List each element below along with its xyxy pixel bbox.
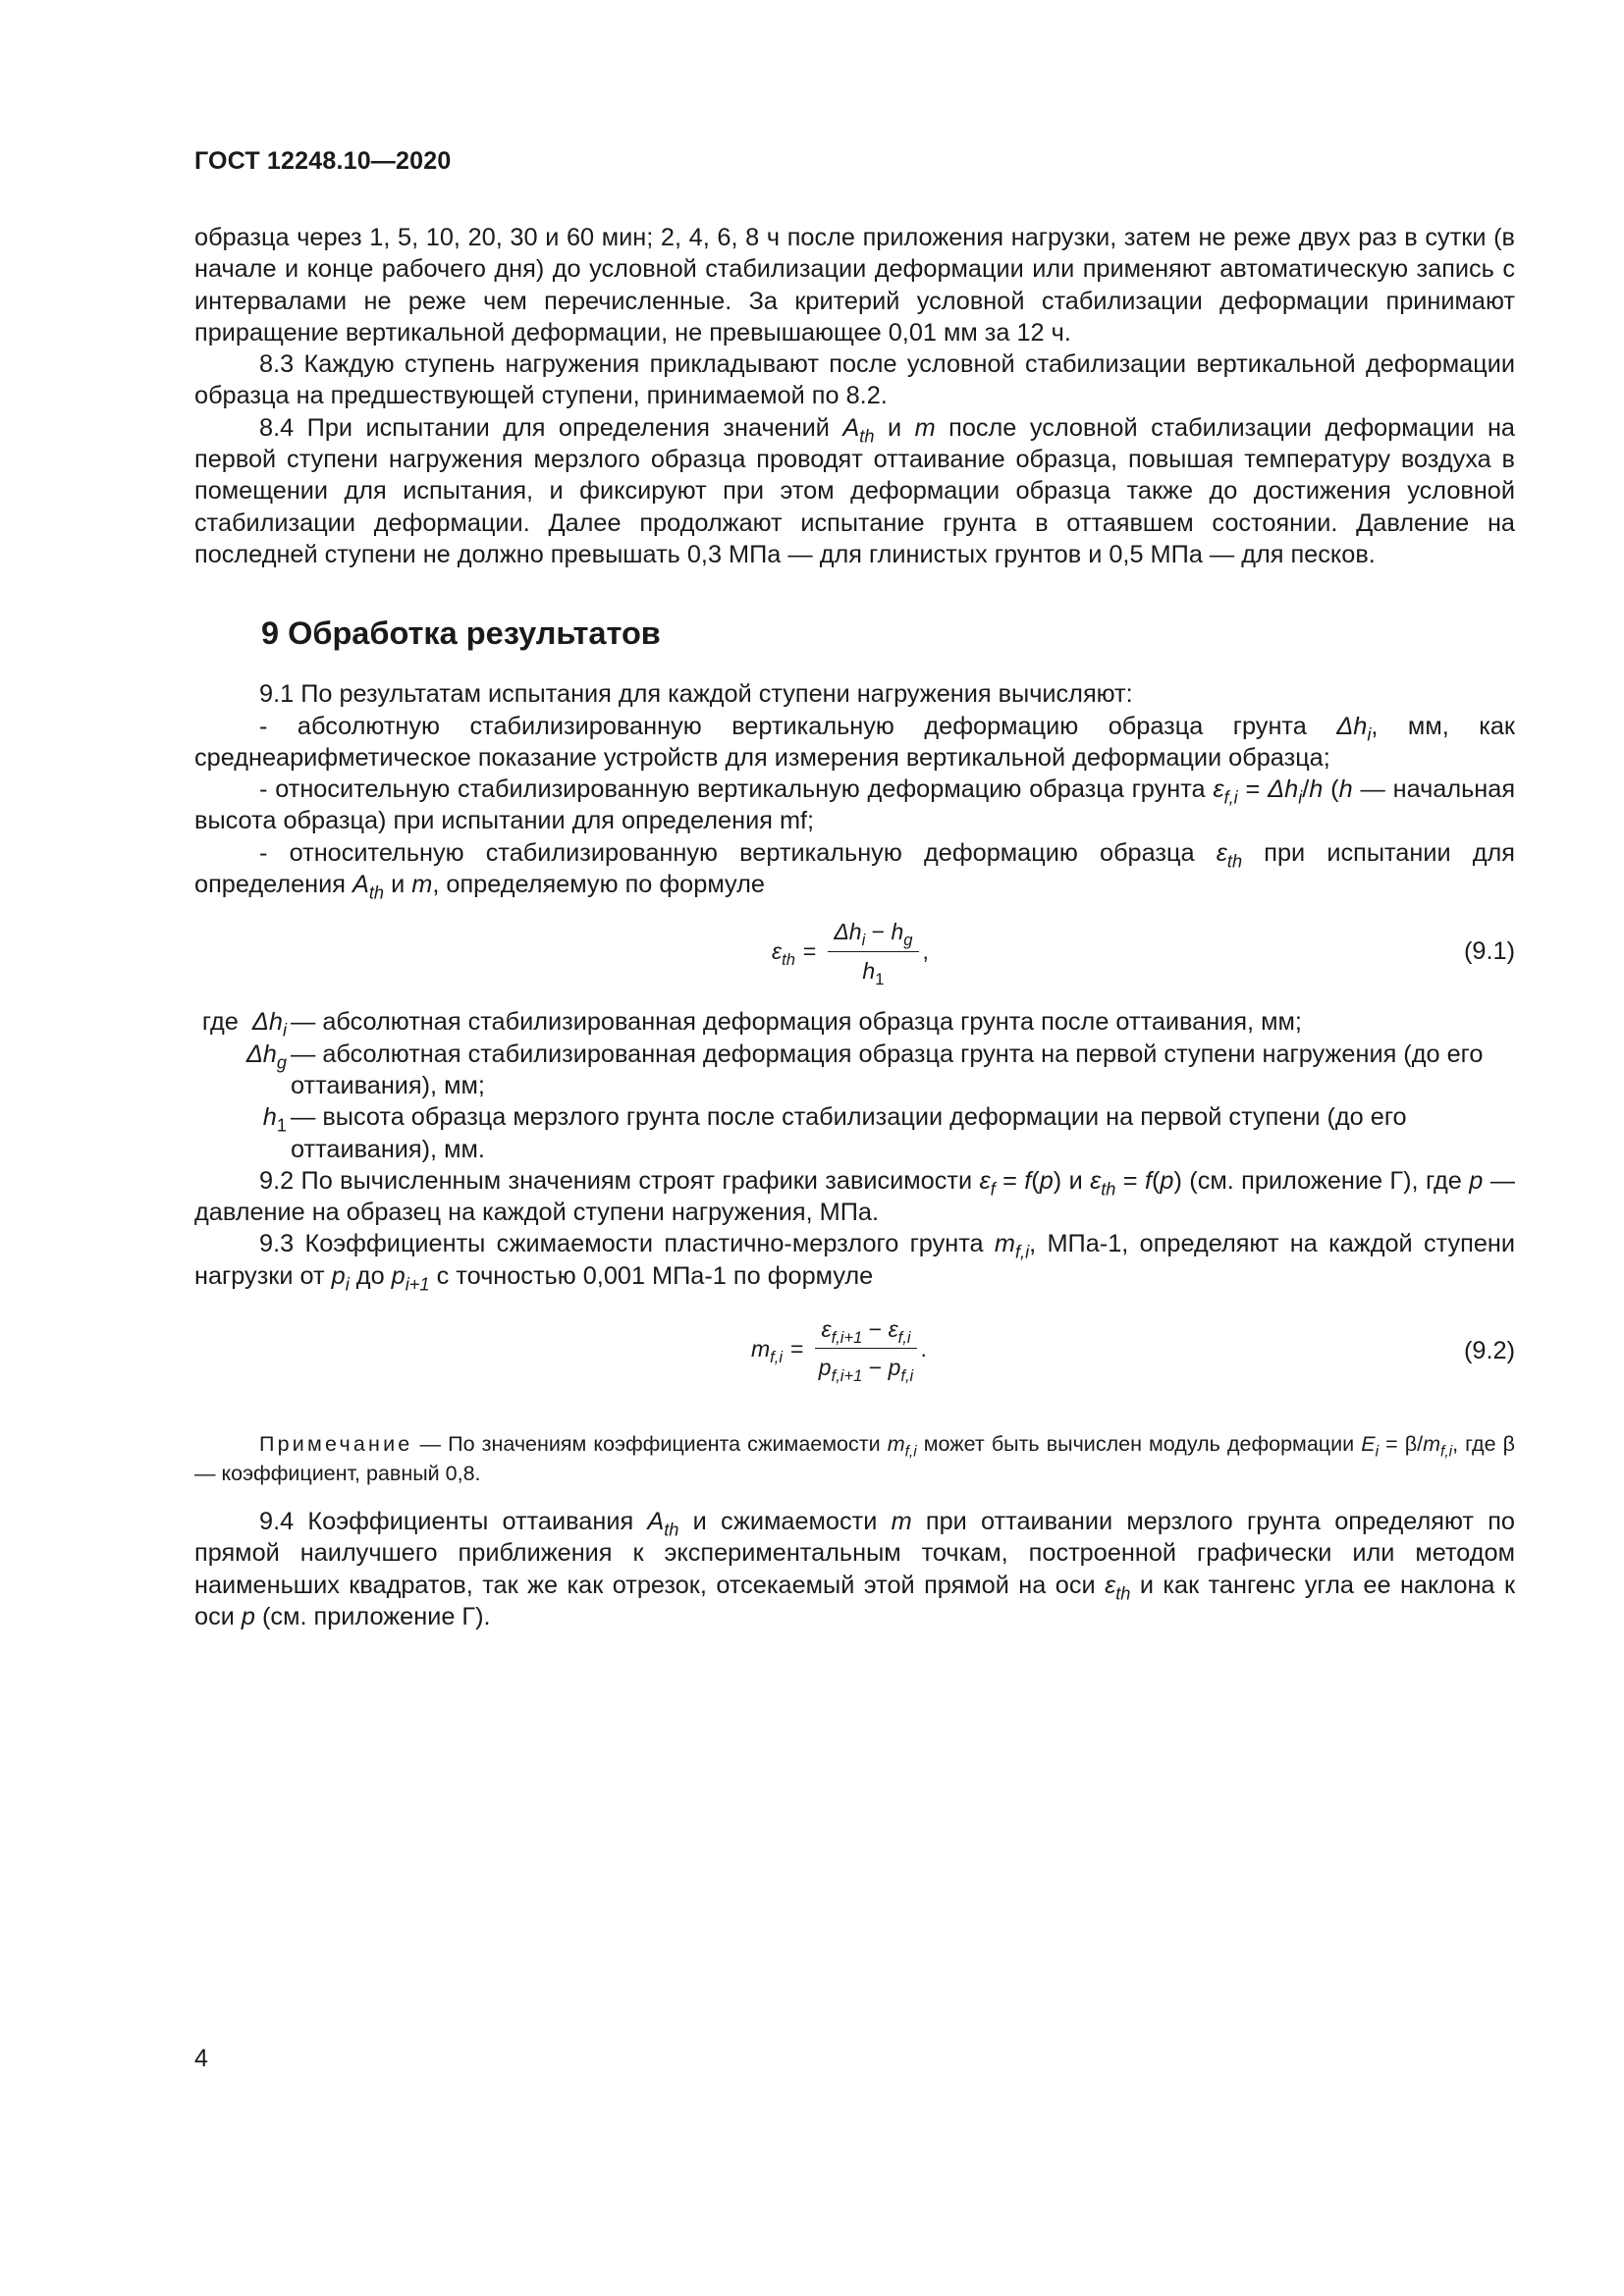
paren-close: )	[1173, 1166, 1182, 1195]
numerator	[815, 1313, 916, 1348]
text-run: и как тангенс угла ее наклона к оси	[194, 1571, 1516, 1630]
text-run: (см. приложение Г).	[254, 1602, 491, 1630]
subscript-i: i	[1375, 1443, 1380, 1461]
text-run: 9.2 По вычисленным значениям строят графики зависимости	[259, 1166, 980, 1195]
minus-sign: −	[868, 1316, 883, 1343]
formula-9-1	[194, 910, 1515, 1002]
symbol-epsilon: ε	[979, 1166, 991, 1195]
symbol-h: h	[1338, 775, 1353, 804]
text-run: , определяемую по формуле	[432, 871, 765, 899]
page-content	[194, 222, 1515, 1632]
symbol-delta-h: Δh	[1268, 775, 1299, 804]
document-id-header: ГОСТ 12248.10—2020	[194, 147, 452, 175]
comma: ,	[922, 937, 929, 964]
symbol-epsilon: ε	[821, 1316, 832, 1343]
paragraph-9-2	[194, 1165, 1515, 1229]
symbol-m: m	[914, 413, 936, 442]
text-run: — По значениям коэффициента сжимаемости	[412, 1432, 888, 1457]
legend-description: — абсолютная стабилизированная деформация образца грунта после оттаивания, мм;	[291, 1008, 1302, 1037]
text-run: - абсолютную стабилизированную вертикальную деформацию образца грунта	[259, 712, 1337, 740]
equals-sign: =	[1245, 775, 1261, 804]
note	[194, 1429, 1515, 1488]
symbol-p: p	[888, 1355, 901, 1381]
symbol-epsilon: ε	[1090, 1166, 1102, 1195]
subscript-i: i	[1298, 787, 1303, 808]
paragraph-9-1: 9.1 По результатам испытания для каждой ступени нагружения вычисляют:	[259, 680, 1133, 709]
minus-sign: −	[868, 1355, 883, 1381]
bullet-relative-deformation	[194, 774, 1515, 837]
subscript-th: th	[368, 882, 385, 903]
symbol-m: m	[411, 871, 433, 899]
legend-text	[291, 1101, 1515, 1165]
denominator	[818, 1349, 914, 1386]
symbol-epsilon: ε	[1105, 1571, 1116, 1599]
symbol-p: p	[331, 1261, 346, 1290]
equals-sign: =	[790, 1335, 804, 1362]
text-run: , где β — коэффициент, равный 0,8.	[194, 1432, 1515, 1486]
text-run: , мм, как среднеарифметическое показание устройств для измерения вертикальной деформации образца;	[194, 712, 1515, 772]
subscript-i: i	[1367, 723, 1372, 744]
symbol-p: p	[1160, 1166, 1174, 1195]
legend-description: — абсолютная стабилизированная деформация образца грунта на первой ступени нагружения (до его оттаивания), мм;	[291, 1040, 1484, 1099]
subscript-1: 1	[875, 969, 885, 988]
text-run: 9.3 Коэффициенты сжимаемости пластично-мерзлого грунта	[259, 1230, 995, 1258]
paragraph-9-4	[194, 1506, 1515, 1632]
symbol-delta-h: Δh	[1336, 712, 1368, 740]
slash-sign: /	[1417, 1432, 1424, 1457]
symbol-m: m	[891, 1508, 912, 1536]
symbol-e: E	[1361, 1432, 1376, 1457]
symbol-m: m	[887, 1432, 905, 1457]
paragraph-continuation: образца через 1, 5, 10, 20, 30 и 60 мин; 2, 4, 6, 8 ч после приложения нагрузки, затем не реже двух раз в сутки (в начале и конце рабочего дня) до условной стабилизации деформации или применяют автоматическую запись с интервалами не реже чем перечисленные. За критерий условной стабилизации деформации принимают приращение вертикальной деформации, не превышающее 0,01 мм за 12 ч.	[194, 224, 1515, 347]
bullet-absolute-deformation	[194, 711, 1515, 774]
symbol-f: f	[1024, 1166, 1032, 1195]
numerator	[828, 916, 918, 950]
subscript-fi: f,i	[904, 1443, 917, 1461]
symbol-delta-h: Δh	[245, 1040, 277, 1068]
text-run: — давление на образец на каждой ступени нагружения, МПа.	[194, 1166, 1515, 1227]
subscript-th: th	[1115, 1582, 1131, 1603]
legend-description: — высота образца мерзлого грунта после стабилизации деформации на первой ступени (до его оттаивания), мм.	[291, 1103, 1407, 1163]
denominator	[862, 952, 884, 987]
text-run: — начальная высота образца) при испытании для определения mf;	[194, 775, 1516, 835]
equals-sign: =	[1385, 1432, 1398, 1457]
note-label: Примечание	[259, 1432, 413, 1457]
symbol-epsilon: ε	[1213, 775, 1224, 804]
symbol-p: p	[391, 1261, 406, 1290]
text-run: - относительную стабилизированную вертикальную деформацию образца	[259, 838, 1217, 867]
text-run: может быть вычислен модуль деформации	[916, 1432, 1362, 1457]
subscript-fi: f,i	[1223, 787, 1238, 808]
subscript-th: th	[1101, 1179, 1116, 1200]
symbol-h: h	[1309, 775, 1324, 804]
fraction	[828, 916, 918, 987]
symbol-h: h	[862, 957, 876, 984]
symbol-h: h	[262, 1103, 277, 1132]
text-run: - относительную стабилизированную вертикальную деформацию образца грунта	[259, 775, 1214, 804]
legend-text	[291, 1039, 1515, 1102]
symbol-delta-h: Δh	[834, 919, 862, 945]
text-run: при испытании для определения	[194, 838, 1516, 899]
subscript-fi: f,i	[1440, 1443, 1453, 1461]
period: .	[920, 1335, 927, 1362]
paren-close: )	[1053, 1166, 1062, 1195]
slash-sign: /	[1302, 775, 1310, 804]
subscript-th: th	[782, 949, 795, 969]
equals-sign: =	[1122, 1166, 1138, 1195]
subscript-i-plus-1: i+1	[405, 1274, 430, 1295]
paragraph-8-4	[194, 412, 1515, 570]
legend-symbol	[194, 1006, 291, 1041]
legend-symbol	[194, 1101, 291, 1165]
formula-number: (9.2)	[1463, 1337, 1515, 1365]
symbol-epsilon: ε	[888, 1316, 898, 1343]
subscript-fi: f,i	[897, 1327, 911, 1347]
subscript-th: th	[859, 426, 875, 447]
paren-open: (	[1031, 1166, 1040, 1195]
subscript-fi: f,i	[770, 1347, 784, 1366]
text-run: 8.4 При испытании для определения значений	[259, 413, 843, 442]
fraction	[815, 1313, 916, 1384]
symbol-beta: β	[1404, 1432, 1418, 1457]
text-run: и	[384, 871, 412, 899]
symbol-epsilon: ε	[1216, 838, 1227, 867]
symbol-m: m	[994, 1230, 1015, 1258]
subscript-1: 1	[276, 1115, 287, 1136]
symbol-p: p	[241, 1602, 255, 1630]
equals-sign: =	[802, 937, 817, 964]
symbol-h: h	[891, 919, 904, 945]
equals-sign: =	[1002, 1166, 1017, 1195]
formula-9-2-expression	[751, 1313, 927, 1384]
text-run: 9.4 Коэффициенты оттаивания	[259, 1508, 648, 1536]
symbol-delta-h: Δh	[251, 1008, 283, 1037]
where-label: где	[201, 1008, 239, 1037]
subscript-f: f	[990, 1179, 996, 1200]
paren-open: (	[1151, 1166, 1161, 1195]
formula-9-2	[194, 1309, 1515, 1404]
subscript-g: g	[903, 931, 913, 950]
subscript-fi: f,i	[1014, 1242, 1030, 1262]
symbol-a: A	[842, 413, 860, 442]
legend-text	[291, 1006, 1515, 1038]
text-run: до	[349, 1261, 392, 1290]
text-run: (см. приложение Г), где	[1181, 1166, 1470, 1195]
text-run: после условной стабилизации деформации на первой ступени нагружения мерзлого образца проводят оттаивание образца, повышая температуру воздуха в помещении для испытания, и фиксируют при этом деформации образца также до достижения условной стабилизации деформации. Далее продолжают испытание грунта в оттаявшем состоянии. Давление на последней ступени не должно превышать 0,3 МПа — для глинистых грунтов и 0,5 МПа — для песков.	[194, 413, 1515, 568]
symbol-p: p	[1039, 1166, 1054, 1195]
symbol-p: p	[818, 1355, 832, 1381]
paragraph-9-3	[194, 1228, 1515, 1295]
minus-sign: −	[871, 919, 886, 945]
subscript-i: i	[861, 931, 866, 950]
section-9-title: 9 Обработка результатов	[261, 615, 661, 652]
text-run: и сжимаемости	[678, 1508, 892, 1536]
text-run: и	[874, 413, 915, 442]
symbol-a: A	[647, 1508, 665, 1536]
symbol-f: f	[1144, 1166, 1152, 1195]
subscript-fi: f,i	[900, 1366, 914, 1386]
symbol-m: m	[1423, 1432, 1441, 1457]
text-run: и	[1061, 1166, 1091, 1195]
symbol-m: m	[751, 1335, 771, 1362]
text-run: , МПа-1, определяют на каждой ступени нагрузки от	[194, 1230, 1515, 1290]
subscript-fi1: f,i+1	[831, 1327, 863, 1347]
formula-number: (9.1)	[1463, 937, 1515, 966]
subscript-g: g	[276, 1052, 287, 1073]
symbol-p: p	[1469, 1166, 1484, 1195]
text-run: при оттаивании мерзлого грунта определяют по прямой наилучшего приближения к экспериментальным точкам, построенной графически или методом наименьших квадратов, так же как отрезок, отсекаемый этой прямой на оси	[194, 1508, 1515, 1599]
subscript-fi1: f,i+1	[831, 1366, 863, 1386]
formula-9-1-expression	[772, 916, 929, 987]
symbol-epsilon: ε	[772, 937, 783, 964]
subscript-i: i	[345, 1274, 350, 1295]
legend-symbol	[194, 1039, 291, 1102]
bullet-relative-deformation-thaw	[194, 837, 1515, 901]
paragraph-8-3: 8.3 Каждую ступень нагружения прикладывают после условной стабилизации вертикальной деформации образца на предшествующей ступени, принимаемой по 8.2.	[194, 350, 1515, 410]
subscript-th: th	[664, 1520, 679, 1540]
symbol-a: A	[352, 871, 369, 899]
subscript-i: i	[282, 1020, 287, 1041]
formula-legend	[194, 1006, 1515, 1164]
text-run: с точностью 0,001 МПа-1 по формуле	[429, 1261, 874, 1290]
page-number: 4	[194, 2045, 208, 2072]
text-run: (	[1323, 775, 1339, 804]
subscript-th: th	[1226, 851, 1243, 872]
